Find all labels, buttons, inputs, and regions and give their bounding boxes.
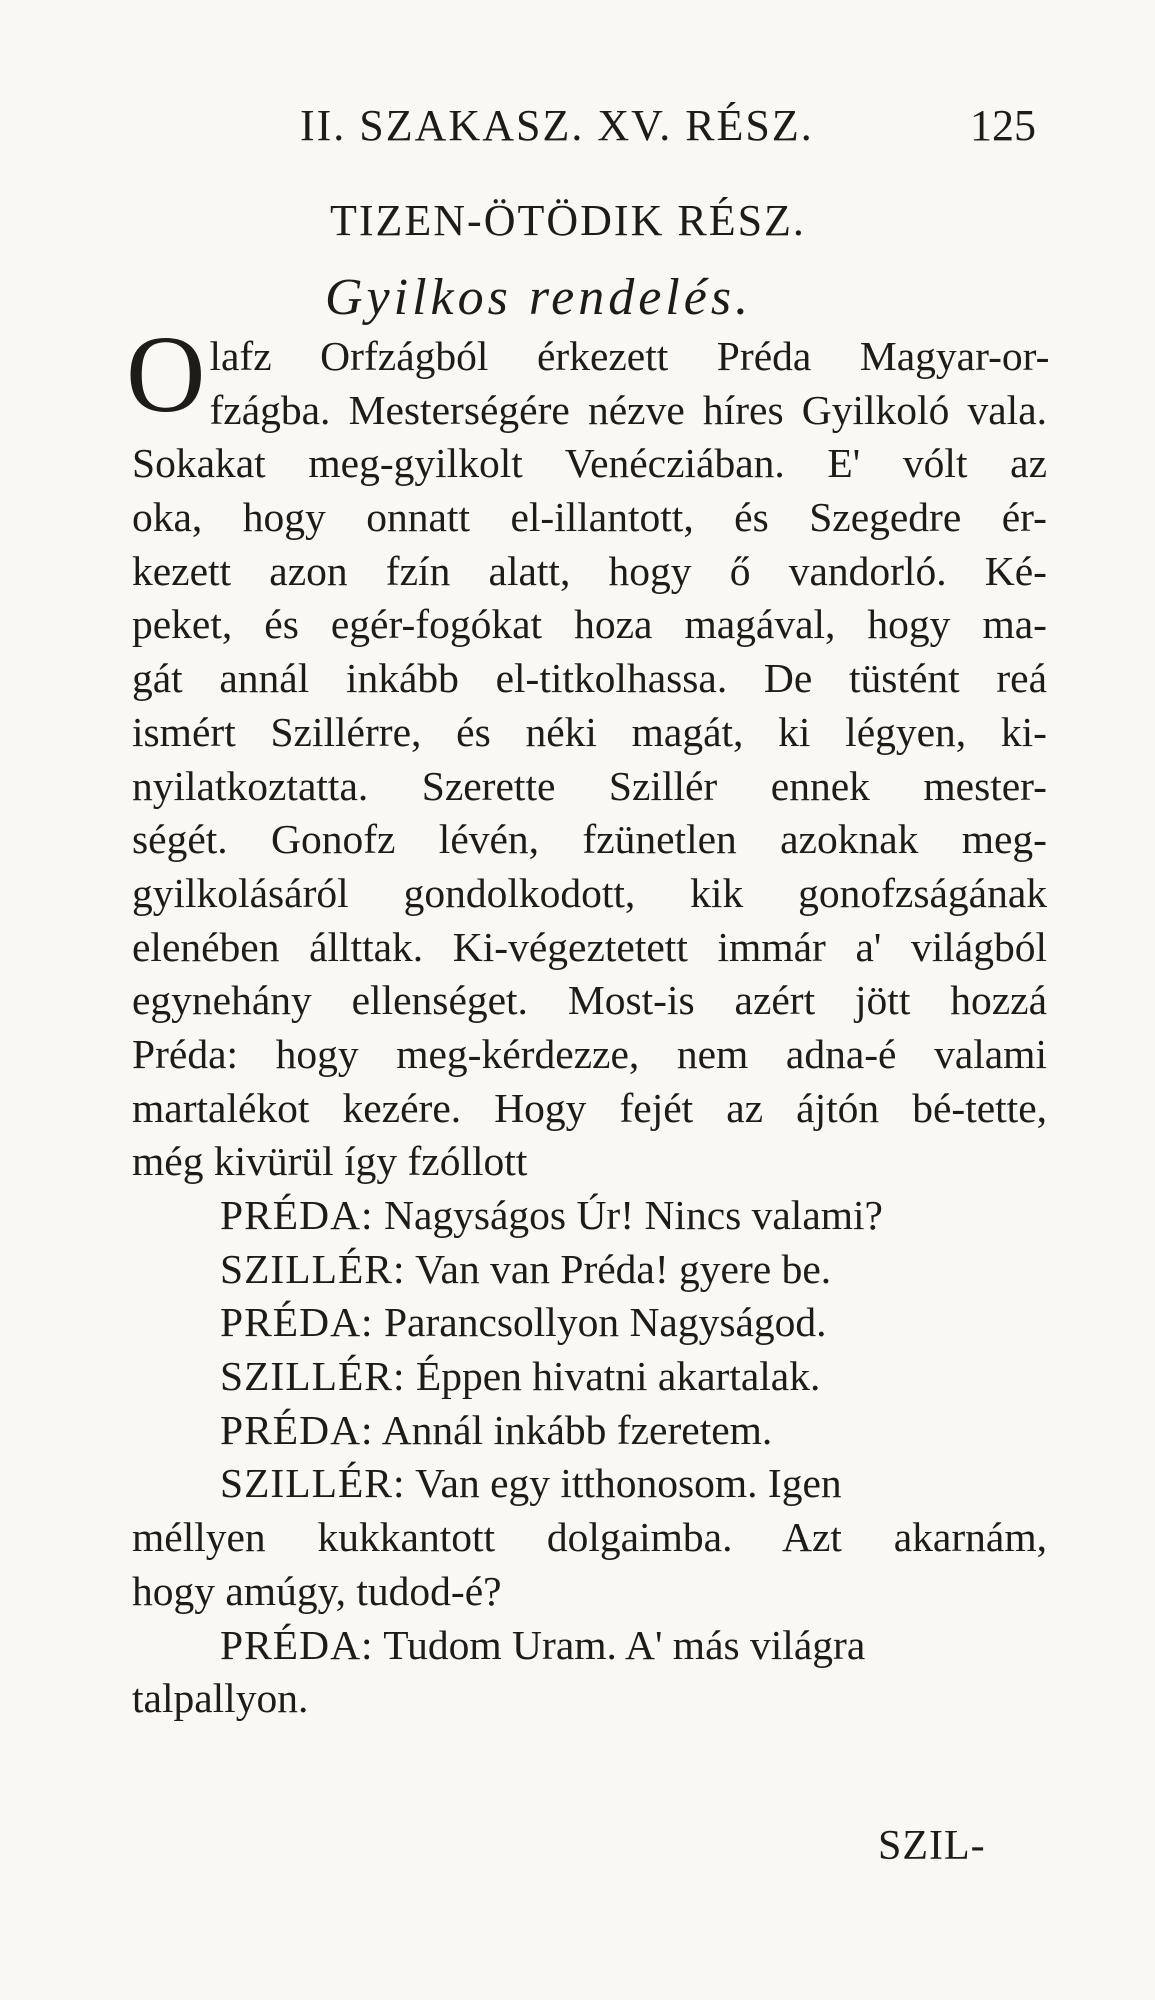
dialogue-line — [132, 1296, 1047, 1350]
paragraph-line: ségét. Gonofz lévén, fzünetlen azoknak meg- — [132, 816, 1047, 863]
speech-text: Van van Préda! gyere be. — [415, 1245, 832, 1292]
speaker-name: PRÉDA: — [220, 1406, 374, 1453]
paragraph-line: elenében állttak. Ki-végeztetett immár a' világból — [132, 923, 1047, 970]
dialogue-line — [132, 1350, 1047, 1404]
paragraph-line: peket, és egér-fogókat hoza magával, hogy ma- — [132, 601, 1047, 648]
speech-text: Éppen hivatni akartalak. — [415, 1353, 821, 1400]
paragraph-line: lafz Orfzágból érkezett Préda Magyar-or- — [209, 333, 1050, 379]
paragraph-line: ismért Szillérre, és néki magát, ki légyen, ki- — [132, 708, 1047, 755]
speaker-name: PRÉDA: — [220, 1621, 374, 1668]
opening-paragraph — [126, 313, 1050, 1189]
page-number: 125 — [970, 101, 1036, 150]
speaker-name: PRÉDA: — [220, 1192, 374, 1238]
dialogue-continuation-line: méllyen kukkantott dolgaimba. Azt akarnám, — [132, 1514, 1047, 1561]
paragraph-line: egynehány ellenséget. Most-is azért jött hozzá — [132, 977, 1047, 1024]
dialogue — [132, 1189, 1047, 1726]
paragraph-line: fzágba. Mesterségére nézve híres Gyilkoló vala. — [209, 386, 1047, 433]
chapter-title: TIZEN-ÖTÖDIK RÉSZ. — [330, 196, 806, 245]
paragraph-line: gát annál inkább el-titkolhassa. De tüstént reá — [132, 655, 1047, 702]
speech-text: Nagyságos Úr! Nincs valami? — [383, 1192, 883, 1238]
body-text — [126, 313, 1050, 1726]
paragraph-line: Préda: hogy meg-kérdezze, nem adna-é valami — [132, 1030, 1047, 1077]
dialogue-continuation-line: talpallyon. — [132, 1675, 309, 1722]
speaker-name: SZILLÉR: — [220, 1353, 406, 1400]
paragraph-line: Sokakat meg-gyilkolt Venécziában. E' vólt az — [132, 440, 1047, 487]
paragraph-line: kezett azon fzín alatt, hogy ő vandorló. Ké- — [132, 547, 1047, 594]
dialogue-line — [132, 1457, 1047, 1511]
dialogue-line — [132, 1189, 1047, 1243]
speech-text: Tudom Uram. A' más világra — [383, 1621, 866, 1668]
speaker-name: PRÉDA: — [220, 1299, 374, 1346]
paragraph-line: még kivürül így fzóllott — [132, 1138, 528, 1185]
chapter-subtitle: Gyilkos rendelés. — [325, 269, 753, 326]
running-head: II. SZAKASZ. XV. RÉSZ. — [300, 101, 814, 150]
paragraph-line: gyilkolásáról gondolkodott, kik gonofzságának — [132, 869, 1047, 916]
speaker-name: SZILLÉR: — [220, 1245, 406, 1292]
dialogue-line — [132, 1243, 1047, 1297]
dialogue-line — [132, 1619, 1047, 1673]
speaker-name: SZILLÉR: — [220, 1460, 406, 1507]
drop-cap: O — [126, 313, 206, 435]
paragraph-line: nyilatkoztatta. Szerette Szillér ennek mester- — [132, 762, 1047, 809]
speech-text: Parancsollyon Nagyságod. — [383, 1299, 827, 1346]
paragraph-line: oka, hogy onnatt el-illantott, és Szegedre ér- — [132, 494, 1047, 541]
dialogue-continuation-line: hogy amúgy, tudod-é? — [132, 1567, 502, 1614]
paragraph-line: martalékot kezére. Hogy fejét az ájtón bé-tette, — [132, 1084, 1047, 1131]
dialogue-line — [132, 1404, 1047, 1458]
speech-text: Van egy itthonosom. Igen — [415, 1460, 842, 1507]
catchword: SZIL- — [878, 1823, 986, 1869]
speech-text: Annál inkább fzeretem. — [381, 1406, 773, 1453]
